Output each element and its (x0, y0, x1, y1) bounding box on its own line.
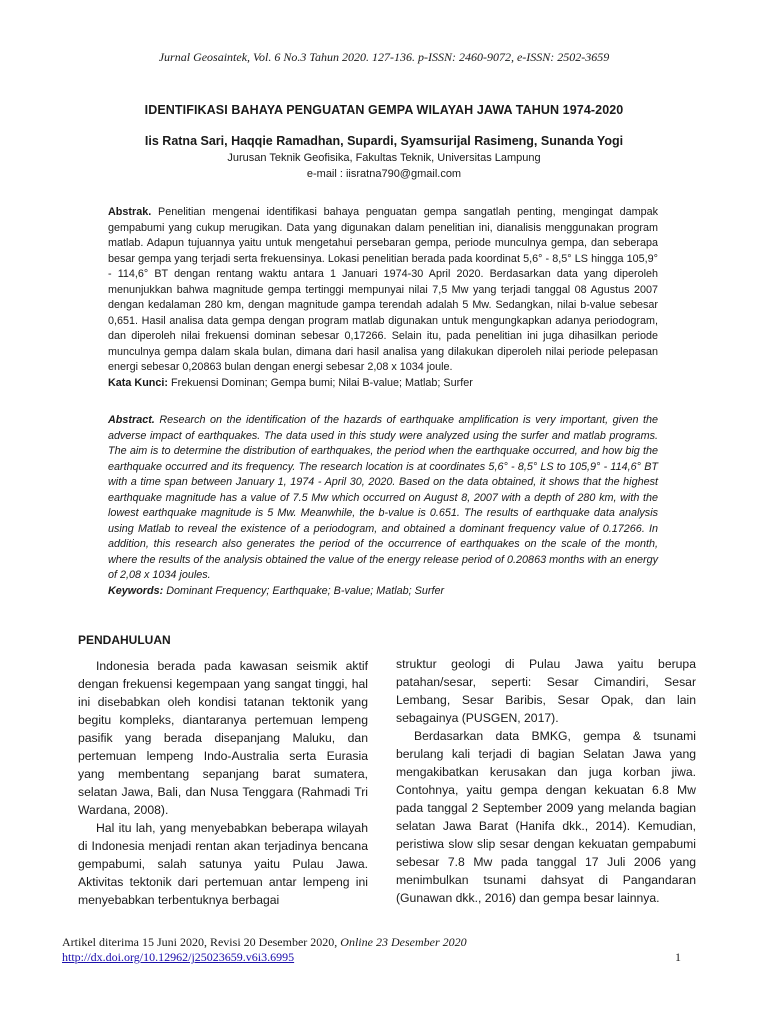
page-number: 1 (675, 950, 681, 964)
abstract-label: Abstrak. (108, 206, 152, 218)
body-column-left (78, 657, 368, 909)
footer-received (62, 935, 467, 950)
paper-authors: Iis Ratna Sari, Haqqie Ramadhan, Supardi, Syamsurijal Rasimeng, Sunanda Yogi (144, 134, 624, 148)
abstract-english (108, 413, 658, 599)
paper-email: e-mail : iisratna790@gmail.com (306, 168, 462, 180)
keywords-label: Kata Kunci: (108, 376, 168, 389)
body-paragraph: Indonesia berada pada kawasan seismik aktif dengan frekuensi kegempaan yang sangat tinggi, hal ini disebabkan oleh kondisi tatanan tektonik yang begitu kompleks, diantaranya pertemuan lempeng pasifik yang berada disepanjang Maluku, dan pertemuan lempeng Indo-Australia serta Eurasia yang membentang sepanjang barat sumatera, selatan Jawa, Bali, dan Nusa Tenggara (Rahmadi Tri Wardana, 2008). (78, 659, 368, 817)
received-dates: Artikel diterima 15 Juni 2020, Revisi 20 Desember 2020, (62, 935, 341, 949)
journal-header: Jurnal Geosaintek, Vol. 6 No.3 Tahun 2020. 127-136. p-ISSN: 2460-9072, e-ISSN: 2502-3659 (158, 50, 610, 64)
abstract-label: Abstract. (108, 414, 155, 426)
keywords-text: Frekuensi Dominan; Gempa bumi; Nilai B-value; Matlab; Surfer (171, 376, 473, 389)
abstract-indonesian (108, 205, 658, 391)
body-paragraph: struktur geologi di Pulau Jawa yaitu berupa patahan/sesar, seperti: Sesar Cimandiri, Sesar Lembang, Sesar Baribis, Sesar Opak, dan lain sebagainya (PUSGEN, 2017). (396, 657, 696, 725)
abstract-text: Penelitian mengenai identifikasi bahaya penguatan gempa sangatlah penting, mengingat dampak gempabumi yang cukup merugikan. Data yang digunakan dalam penelitian ini, dianalisis menggunakan program matlab. Adapun tujuannya yaitu untuk mengetahui persebaran gempa, periode munculnya gempa, dan seberapa besar gempa yang terjadi serta frekuensinya. Lokasi penelitian berada pada koordinat 5,6° - 8,5° LS hingga 105,9° - 114,6° BT dengan rentang waktu antara 1 Januari 1974-30 April 2020. Berdasarkan data yang diperoleh menunjukkan bahwa magnitude gempa tertinggi mempunyai nilai 7,5 Mw yang terjadi tanggal 08 Agustus 2007 dengan kedalaman 280 km, dengan magnitude gampa terendah adalah 5 Mw. Sedangkan, nilai b-value sebesar 0,651. Hasil analisa data gempa dengan program matlab digunakan untuk mengungkapkan adanya periodogram, dan diperoleh nilai frekuensi dominan sebesar 0,17266. Selain itu, pada penelitian ini juga dihasilkan periode munculnya gempa dalam skala bulan, dimana dari hasil analisa yang dilakukan diperoleh nilai periode pelepasan energi sebesar 0,20863 bulan dengan energi sebesar 2,08 x 1034 joule. (108, 206, 658, 373)
paper-title: IDENTIFIKASI BAHAYA PENGUATAN GEMPA WILAYAH JAWA TAHUN 1974-2020 (144, 103, 624, 117)
keywords-label: Keywords: (108, 584, 164, 597)
body-paragraph: Berdasarkan data BMKG, gempa & tsunami berulang kali terjadi di bagian Selatan Jawa yang mengakibatkan kerusakan dan juga korban jiwa. Contohnya, yaitu gempa dengan kekuatan 6.8 Mw pada tanggal 2 September 2009 yang melanda bagian selatan Jawa Barat (Hanifa dkk., 2014). Kemudian, peristiwa slow slip sesar dengan kekuatan gempabumi sebesar 7.8 Mw pada tanggal 17 Juli 2006 yang menimbulkan tsunami dahsyat di Pangandaran (Gunawan dkk., 2016) dan gempa besar lainnya. (396, 729, 696, 905)
online-date: Online 23 Desember 2020 (340, 935, 467, 949)
keywords-text: Dominant Frequency; Earthquake; B-value; Matlab; Surfer (166, 584, 445, 597)
body-column-right (396, 655, 696, 907)
section-heading: PENDAHULUAN (78, 633, 171, 647)
body-paragraph: Hal itu lah, yang menyebabkan beberapa wilayah di Indonesia menjadi rentan akan terjadinya bencana gempabumi, salah satunya yaitu Pulau Jawa. Aktivitas tektonik dari pertemuan antar lempeng ini menyebabkan terbentuknya berbagai (78, 821, 368, 907)
doi-link[interactable]: http://dx.doi.org/10.12962/j25023659.v6i3.6995 (62, 950, 295, 964)
paper-affiliation: Jurusan Teknik Geofisika, Fakultas Teknik, Universitas Lampung (227, 152, 541, 164)
abstract-text: Research on the identification of the hazards of earthquake amplification is very important, given the adverse impact of earthquakes. The data used in this study were analyzed using the surfer and matlab programs. The aim is to determine the distribution of earthquakes, the period when the earthquake occurred, and how big the earthquake occurred and its frequency. The research location is at coordinates 5,6° - 8,5° LS to 105,9° - 114,6° BT with a time span between January 1, 1974 - April 30, 2020. Based on the data obtained, it shows that the highest earthquake magnitude has a value of 7.5 Mw which occurred on August 8, 2007 with a depth of 280 km, with the lowest earthquake magnitude is 5 Mw. Meanwhile, the b-value is 0.651. The results of earthquake data analysis using Matlab to reveal the existence of a periodogram, and obtained a dominant frequency value of 0.17266. In addition, this research also generates the period of the occurrence of earthquakes on the scale of the month, where the results of the analysis obtained the value of the energy release period of 0.20863 months with an energy of 2,08 x 1034 joules. (108, 414, 658, 581)
